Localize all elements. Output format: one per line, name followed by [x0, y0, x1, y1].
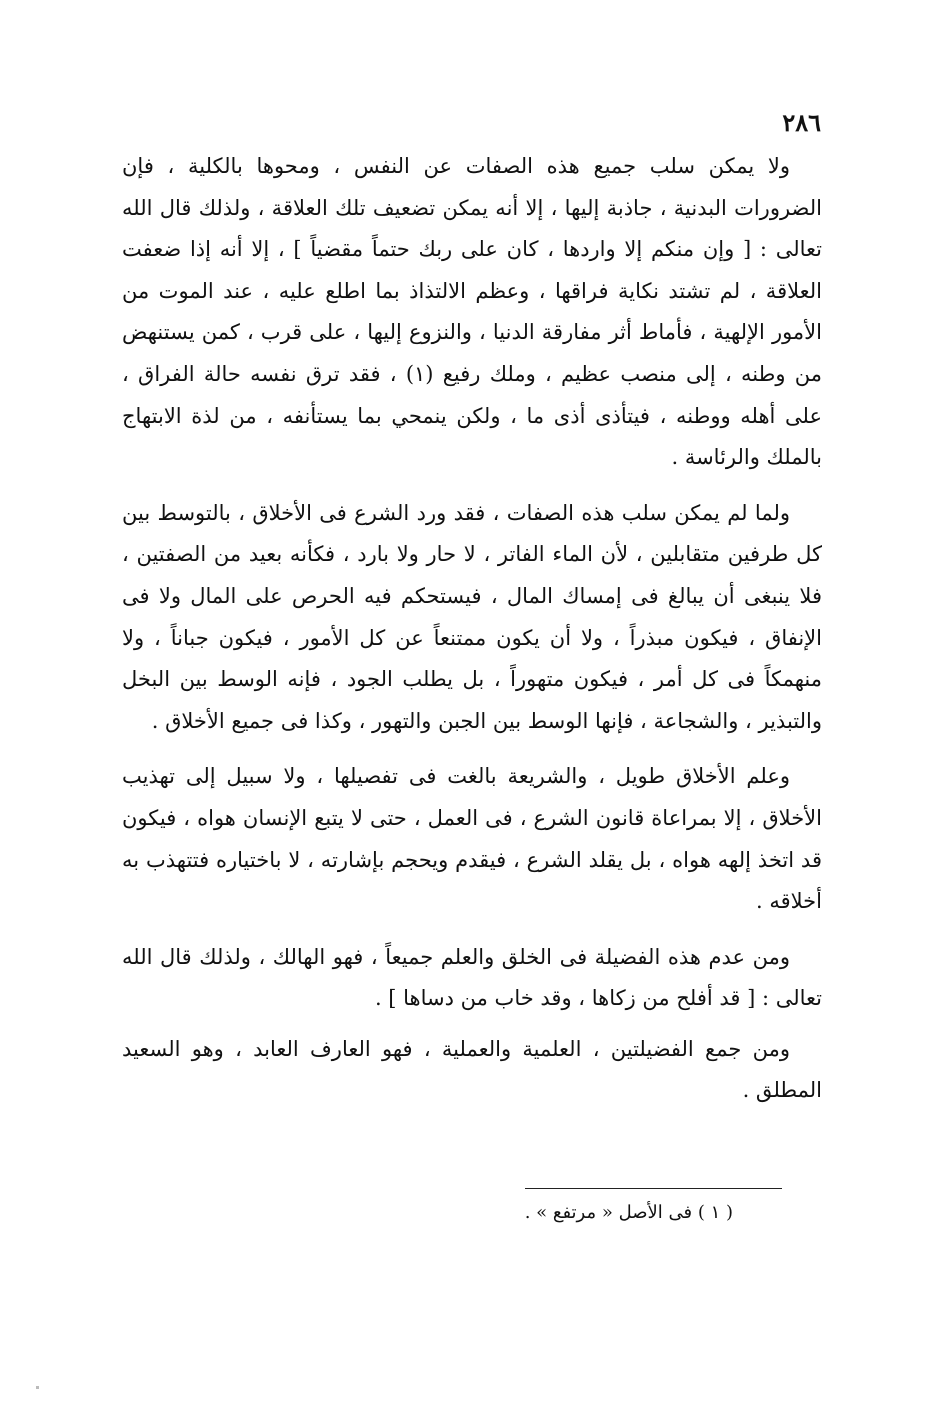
page-number: ٢٨٦: [782, 108, 821, 137]
paragraph-5: ومن جمع الفضيلتين ، العلمية والعملية ، فهو العارف العابد ، وهو السعيد المطلق .: [122, 1036, 822, 1103]
paragraph-4: ومن عدم هذه الفضيلة فى الخلق والعلم جميعاً ، فهو الهالك ، ولذلك قال الله تعالى : [ قد أفلح من زكاها ، وقد خاب من دساها ] .: [122, 944, 822, 1011]
main-text: [122, 146, 822, 1125]
footnote: ( ١ ) فى الأصل « مرتفع » .: [524, 1202, 733, 1223]
paragraph-3: وعلم الأخلاق طويل ، والشريعة بالغت فى تفصيلها ، ولا سبيل إلى تهذيب الأخلاق ، إلا بمراعاة قانون الشرع ، فى العمل ، حتى لا يتبع الإنسان هواه ، فيكون قد اتخذ إلهه هواه ، بل يقلد الشرع ، فيقدم ويحجم بإشارته ، لا باختياره فتتهذب به أخلاقه .: [122, 764, 822, 914]
paragraph-2: ولما لم يمكن سلب هذه الصفات ، فقد ورد الشرع فى الأخلاق ، بالتوسط بين كل طرفين متقابلين ، لأن الماء الفاتر ، لا حار ولا بارد ، فكأنه بعيد من الصفتين ، فلا ينبغى أن يبالغ فى إمساك المال ، فيستحكم فيه الحرص على المال ولا فى الإنفاق ، فيكون مبذراً ، ولا أن يكون ممتنعاً عن كل الأمور ، فيكون جباناً ، ولا منهمكاً فى كل أمر ، فيكون متهوراً ، بل يطلب الجود ، فإنه الوسط بين البخل والتبذير ، والشجاعة ، فإنها الوسط بين الجبن والتهور ، وكذا فى جميع الأخلاق .: [122, 500, 822, 733]
scan-speck: [36, 1386, 39, 1389]
footnote-divider: [525, 1188, 782, 1189]
paragraph-1: ولا يمكن سلب جميع هذه الصفات عن النفس ، ومحوها بالكلية ، فإن الضرورات البدنية ، جاذبة إليها ، إلا أنه يمكن تضعيف تلك العلاقة ، ولذلك قال الله تعالى : [ وإن منكم إلا واردها ، كان على ربك حتماً مقضياً ] ، إلا أنه إذا ضعفت العلاقة ، لم تشتد نكاية فراقها ، وعظم الالتذاذ بما اطلع عليه ، عند الموت من الأمور الإلهية ، فأماط أثر مفارقة الدنيا ، والنزوع إليها ، على قرب ، كمن يستنهض من وطنه ، إلى منصب عظيم ، وملك رفيع (١) ، فقد ترق نفسه حالة الفراق ، على أهله ووطنه ، فيتأذى أذى ما ، ولكن ينمحي بما يستأنفه ، من لذة الابتهاج بالملك والرئاسة .: [122, 154, 822, 470]
